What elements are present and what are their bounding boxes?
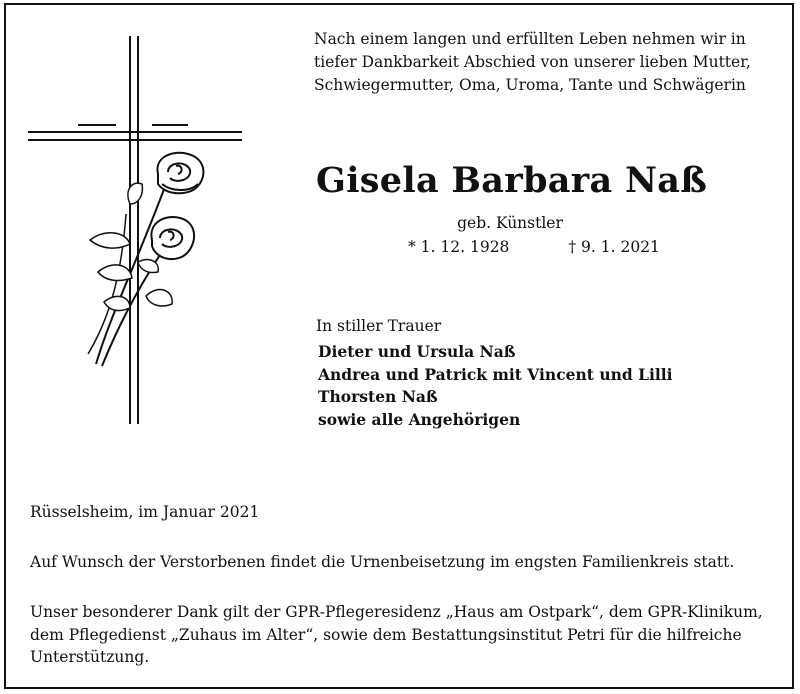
thanks-line: Unterstützung. xyxy=(30,648,150,666)
family-list xyxy=(318,341,673,431)
thanks-line: Unser besonderer Dank gilt der GPR-Pflegeresidenz „Haus am Ostpark“, dem GPR-Klinikum, xyxy=(30,603,763,621)
family-member: Thorsten Naß xyxy=(318,387,438,406)
deceased-name: Gisela Barbara Naß xyxy=(316,160,708,201)
family-member: sowie alle Angehörigen xyxy=(318,409,521,429)
intro-line: Nach einem langen und erfüllten Leben nehmen wir in xyxy=(314,30,746,48)
death-date: † 9. 1. 2021 xyxy=(568,238,660,256)
burial-note: Auf Wunsch der Verstorbenen findet die Urnenbeisetzung im engsten Familienkreis statt. xyxy=(30,553,735,571)
thanks-text xyxy=(30,601,770,669)
family-member: Dieter und Ursula Naß xyxy=(318,342,516,361)
family-member: Andrea und Patrick mit Vincent und Lilli xyxy=(318,364,673,384)
life-dates xyxy=(408,238,660,256)
thanks-line: dem Pflegedienst „Zuhaus im Alter“, sowie dem Bestattungsinstitut Petri für die hilfreiche xyxy=(30,625,742,644)
birth-name: geb. Künstler xyxy=(457,214,563,232)
cross-with-roses-icon xyxy=(26,34,246,434)
intro-line: Schwiegermutter, Oma, Uroma, Tante und Schwägerin xyxy=(314,76,746,94)
intro-text xyxy=(314,28,756,97)
mourning-label: In stiller Trauer xyxy=(316,317,442,335)
place-date: Rüsselsheim, im Januar 2021 xyxy=(30,503,260,521)
birth-date: * 1. 12. 1928 xyxy=(408,238,510,256)
intro-line: tiefer Dankbarkeit Abschied von unserer lieben Mutter, xyxy=(314,53,751,71)
